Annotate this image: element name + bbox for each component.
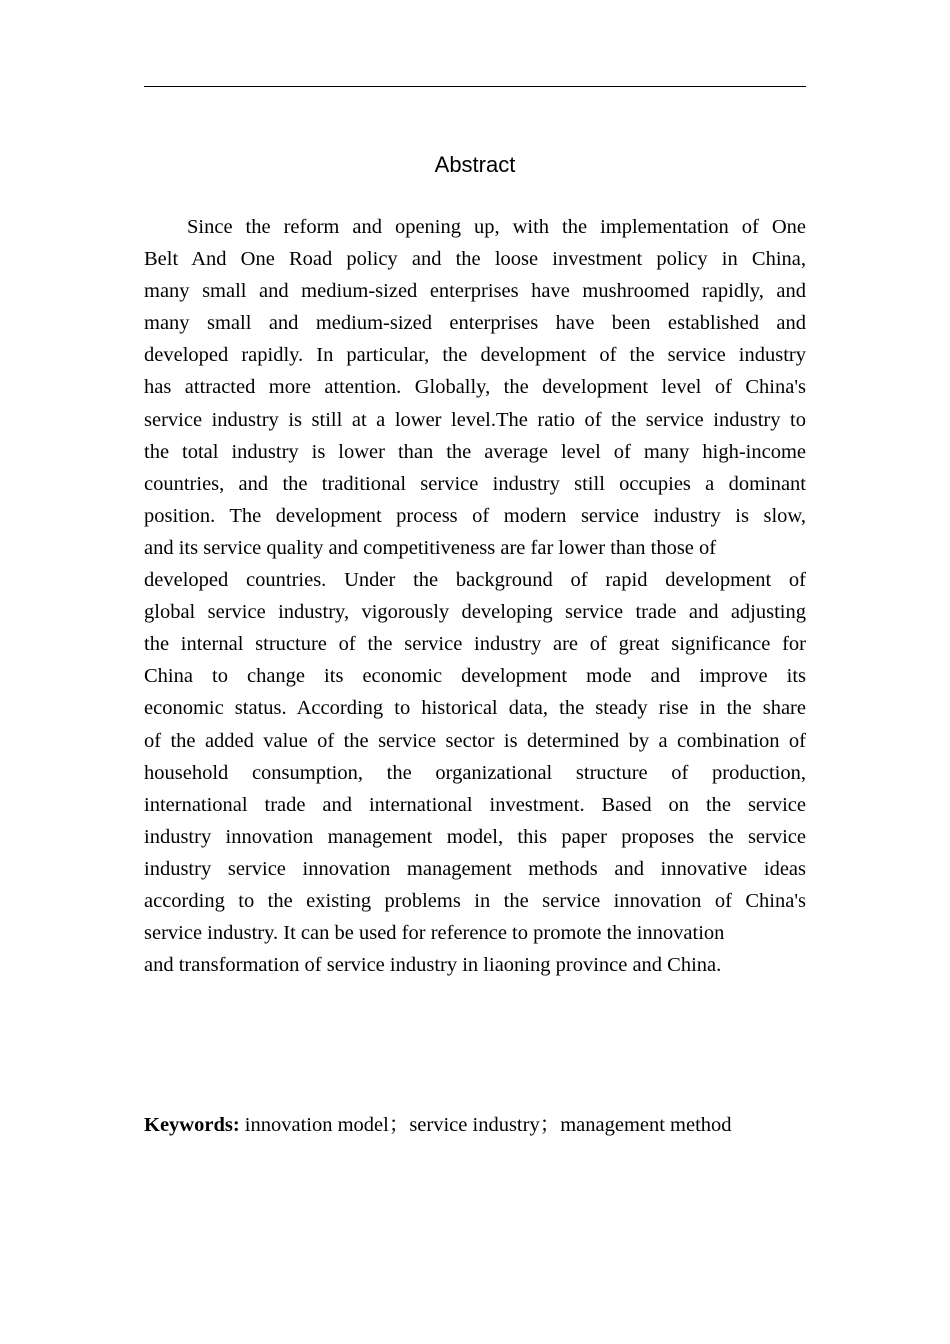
abstract-line: the total industry is lower than the average level of many high-income	[144, 440, 806, 463]
abstract-line: China to change its economic development mode and improve its	[144, 665, 806, 688]
abstract-line: Since the reform and opening up, with the implementation of One	[187, 216, 806, 238]
abstract-line: developed rapidly. In particular, the development of the service industry	[144, 344, 806, 367]
abstract-line: economic status. According to historical data, the steady rise in the share	[144, 697, 806, 720]
abstract-line: industry service innovation management methods and innovative ideas	[144, 857, 806, 880]
abstract-line: service industry. It can be used for reference to promote the innovation	[144, 922, 725, 945]
page-title: Abstract	[434, 152, 516, 177]
keywords-label: Keywords:	[144, 1114, 240, 1136]
abstract-line: countries, and the traditional service industry still occupies a dominant	[144, 472, 806, 495]
abstract-line: international trade and international investment. Based on the service	[144, 793, 806, 816]
abstract-line: developed countries. Under the background of rapid development of	[144, 569, 806, 592]
abstract-line: household consumption, the organizational structure of production,	[144, 761, 806, 784]
abstract-line: position. The development process of modern service industry is slow,	[144, 504, 806, 527]
abstract-line: Belt And One Road policy and the loose investment policy in China,	[144, 248, 806, 271]
abstract-line: has attracted more attention. Globally, the development level of China's	[144, 376, 806, 399]
abstract-line: the internal structure of the service industry are of great significance for	[144, 633, 806, 656]
abstract-body	[144, 211, 806, 981]
abstract-line: global service industry, vigorously developing service trade and adjusting	[144, 601, 806, 624]
abstract-line: industry innovation management model, this paper proposes the service	[144, 825, 806, 848]
abstract-line: many small and medium-sized enterprises have mushroomed rapidly, and	[144, 280, 806, 303]
header-rule	[144, 86, 806, 87]
keywords-text: innovation model；service industry；management method	[239, 1114, 732, 1136]
abstract-line: of the added value of the service sector is determined by a combination of	[144, 729, 806, 752]
abstract-line: according to the existing problems in the service innovation of China's	[144, 889, 806, 912]
abstract-line: and transformation of service industry in liaoning province and China.	[144, 954, 722, 977]
abstract-line: and its service quality and competitiveness are far lower than those of	[144, 536, 717, 559]
abstract-line: many small and medium-sized enterprises have been established and	[144, 312, 806, 335]
abstract-line: service industry is still at a lower level.The ratio of the service industry to	[144, 408, 806, 431]
keywords	[144, 1109, 806, 1141]
